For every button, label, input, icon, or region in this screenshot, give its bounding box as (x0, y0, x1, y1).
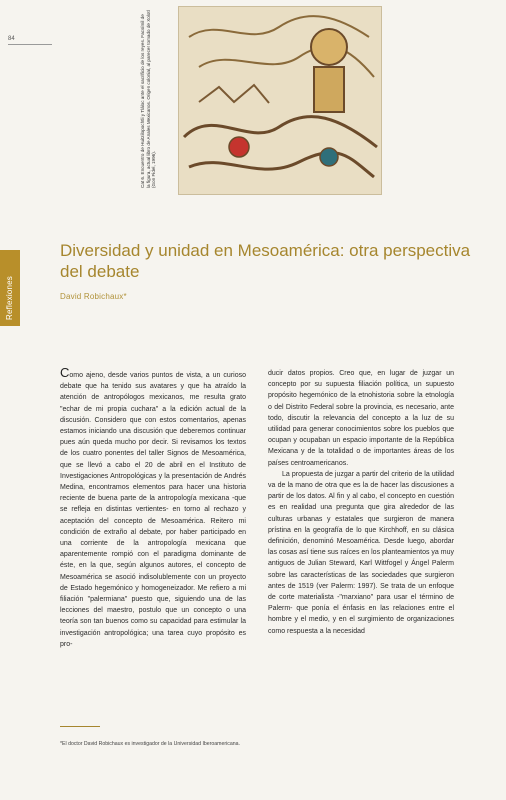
footnote: *El doctor David Robichaux es investigador de la Universidad Iberoamericana. (60, 741, 240, 747)
left-column (60, 365, 246, 650)
section-tab-label: Reflexiones (5, 275, 14, 320)
right-paragraph-2: La propuesta de juzgar a partir del criterio de la utilidad va de la mano de otra que es la de hacer las discusiones a partir de los datos. Al fin y al cabo, el concepto en cuestión es en realidad una pregunta que gira alrededor de las culturas urbanas y estatales que surgieron de manera prístina en la geografía de lo que Kirchhoff, en su clásica definición, denominó Mesoamérica. Desde luego, abordar las cosas así tiene sus raíces en los planteamientos ya muy antiguos de Julian Steward, Karl Wittfogel y Ángel Palerm sobre las características de las sociedades que surgieron antes de 1519 (ver Palerm: 1997). Se trata de un enfoque de corte materialista -"marxiano" para usar el término de Palerm- que ponía el énfasis en las relaciones entre el hombre y el medio, y en el surgimiento de organizaciones como respuesta a la necesidad (268, 470, 454, 635)
figure-caption-text: Cat 6. Encuentro de Huitzilopochtli y Tláloc ante el sacrificio de los reyes. Facsímil de la figura, actual libro de Anales Mexicanos. Origen colonial, al parecer tomado de Xolotl (Gon Fidel, 1996). (140, 10, 157, 188)
left-paragraph (60, 365, 246, 650)
section-tab (0, 250, 20, 326)
drop-cap: C (60, 365, 70, 380)
page-number: 84 (8, 36, 15, 42)
article-title: Diversidad y unidad en Mesoamérica: otra perspectiva del debate (60, 241, 471, 281)
article-author: David Robichaux* (60, 292, 127, 301)
footnote-rule (60, 726, 100, 727)
header-rule (8, 44, 52, 45)
codex-illustration (178, 6, 382, 195)
figure-caption (140, 10, 182, 188)
right-column (268, 368, 454, 637)
right-paragraph-1: ducir datos propios. Creo que, en lugar de juzgar un concepto por su supuesta filiación política, un supuesto propósito hegemónico de la etnohistoria sobre la etnología o del Distrito Federal sobre la provincia, es necesario, ante todo, discutir la relevancia del concepto a la luz de su utilidad para generar conocimientos sobre los pueblos que ocupan y ocupaban un espacio importante de la República Mexicana y de la totalidad o de importantes áreas de los países centroamericanos. (268, 370, 454, 467)
left-paragraph-text: omo ajeno, desde varios puntos de vista, a un curioso debate que ha tenido sus avatares y que ha atraído la atención de antropólogos mexicanos, me resulta grato "echar de mi propia cuchara" a la edición actual de la discusión. Considero que con estos comentarios, apenas estamos iniciando una discusión que deberemos continuar pues aún queda mucho por decir. Si revisamos los textos de los cuatro ponentes del taller Signos de Mesoamérica, que se llevó a cabo el 20 de abril en el Instituto de Investigaciones Antropológicas y la presentación de Andrés Medina, encontramos elementos para hacer una historia reciente de buena parte de la antropología mexicana -que se refleja en distintas vertientes- en torno al rechazo y aceptación del concepto de Mesoamérica. Reitero mi condición de extraño al debate, por haber participado en una corriente de la antropología mexicana que aparentemente rompió con el paradigma dominante de éste, en la que, según algunos autores, el concepto de Mesoamérica se asoció indisolublemente con un proyecto de Estado hegemónico y homogeneizador. Me refiero a mi filiación "palermiana" puesto que, siguiendo una de las lecciones del maestro, postulo que un concepto o una teoría son tan buenos como su capacidad para estimular la investigación antropológica; una tarea cuyo propósito es pro- (60, 372, 246, 648)
